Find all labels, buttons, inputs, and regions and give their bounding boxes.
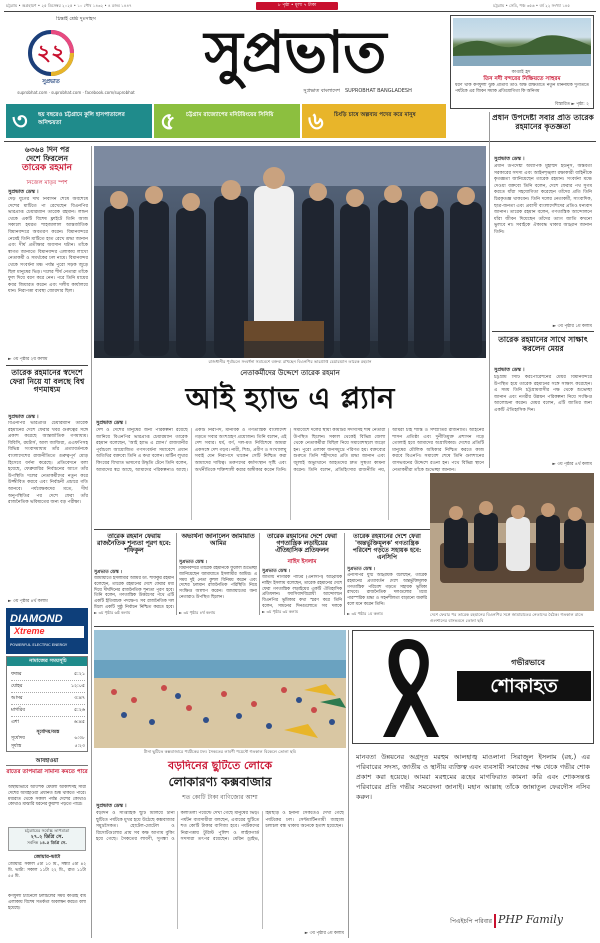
left-story-title-2: তারেক রহমান (21, 163, 73, 174)
lead-photo (94, 146, 486, 358)
teaser-2[interactable] (154, 104, 300, 138)
right-story-byline: সুপ্রভাত ডেস্ক । (494, 156, 525, 162)
beach-headline-1[interactable]: বড়দিনের ছুটিতে লোকে (167, 760, 273, 772)
web-links[interactable]: suprobhat.com · suprobhat.com · facebook.com/suprobhat (17, 90, 135, 95)
anniversary-block (6, 16, 146, 98)
condolence-text: মানবতা উন্নয়নের অগ্রদূত মরহুম আলহাজ্ব মাওলানা সিরাজুল ইসলাম (রহ.) এর পরিবারের সদস্য, জাতীয় ও স্থানীয় ব্যক্তিত্ব এবং ব্যবসায়ী সমাজের পক্ষ থেকে গভীর শোক প্রকাশ করা হয়েছে। আমরা মরহুমের রূহের মাগফিরাত কামনা করি এবং শোকসন্তপ্ত পরিবারের প্রতি গভীর সমবেদনা জানাই। মহান আল্লাহ তাঁকে জান্নাতুল ফেরদৌস নসিব করুন। (356, 753, 590, 801)
mid-story-4-title: তারেক রহমানের দেশে ফেরা 'অন্তর্ভুক্তিমূলক' গণতান্ত্রিক পরিবেশ গড়তে সহায়ক হবে: এনসিপি (352, 533, 422, 561)
issue-number: চট্টগ্রাম • সেমি, পঞ্চ ৩৫৬ • বর্ষ ২২ সংখ্যা ১৪৫ (493, 3, 570, 8)
mid-story-3-title: তারেক রহমানের দেশে ফেরা গণতান্ত্রিক লড়াইয়ের ঐতিহাসিক প্রতিফলন (267, 533, 337, 555)
prayer-row: আসর ৩:৪৭ (11, 693, 85, 705)
prayer-row: মাগরিব ৫:২৬ (11, 705, 85, 717)
prayer-title: নামাজের সময়সূচি (7, 657, 88, 666)
right-story2-more[interactable]: ► ৩য় পৃষ্ঠার ৪র্থ কলাম (552, 462, 592, 467)
beach-sub: শত কোটি টাকা বাণিজ্যের আশা (182, 794, 258, 800)
left-story-text: দেড় যুগের দীর্ঘ নির্বাসন শেষে অবশেষে দেশের মাটিতে পা রেখেছেন বিএনপির ভারপ্রাপ্ত চেয়ারম্যান তারেক রহমান। লন্ডন থেকে একটি বিশেষ ফ্লাইটে তিনি আজ সকালে হযরত শাহজালাল আন্তর্জাতিক বিমানবন্দরে অবতরণ করেন। বিমানবন্দরে নেমেই তিনি মাটিতে হাত রেখে শ্রদ্ধা জানান এবং দীর্ঘ প্রতীক্ষার অবসান ঘটান। তাঁকে স্বাগত জানাতে বিমানবন্দর এলাকায় লাখো নেতাকর্মী ও সমর্থকের ঢল নামে। বিমানবন্দর থেকে সংবর্ধনা মঞ্চ পর্যন্ত পুরো সড়ক জুড়ে ছিল মানুষের ভিড়। দলের শীর্ষ নেতারা তাঁকে ফুল দিয়ে বরণ করে নেন। পরে তিনি মায়ের কবর জিয়ারত করেন এবং দলীয় কার্যালয়ে যান। নিরাপত্তা ব্যবস্থা জোরদার ছিল। (8, 197, 88, 295)
left-story2-text: বিএনপির ভারপ্রাপ্ত চেয়ারম্যান তারেক রহমানের দেশে ফেরার খবর গুরুত্বের সঙ্গে প্রকাশ করেছে আন্তর্জাতিক গণমাধ্যম। বিবিসি, রয়টার্স, আল জাজিরা, এএফপিসহ বিভিন্ন সংবাদমাধ্যম তাঁর প্রত্যাবর্তনকে বাংলাদেশের রাজনীতিতে গুরুত্বপূর্ণ মোড় হিসেবে বর্ণনা করেছে। প্রতিবেদনে বলা হয়েছে, ফেব্রুয়ারির নির্বাচনের আগে তাঁর উপস্থিতি দলের নেতাকর্মীদের নতুন করে উজ্জীবিত করবে এবং নির্বাচনী প্রচারে গতি আনবে। পর্যবেক্ষকদের মতে, দীর্ঘ অনুপস্থিতির পর দেশে ফেরা তাঁর রাজনৈতিক ভবিষ্যতের জন্য বড় পরীক্ষা। (8, 421, 88, 506)
weather-title: আবহাওয়া (6, 758, 88, 766)
left-story2-title[interactable]: তারেক রহমানের স্বদেশে ফেরা নিয়ে যা বলছে বিশ্ব গণমাধ্যম (9, 369, 85, 395)
prayer-row: যোহর ১২:০৫ (11, 681, 85, 693)
sun-row: সূর্যোদয় ৬:৩৮ (11, 736, 85, 741)
diamond-ad[interactable] (6, 608, 88, 654)
teaser-strip (6, 104, 446, 138)
mid-story-2[interactable] (179, 533, 257, 615)
tide-title: জোয়ার-ভাটা (33, 854, 61, 860)
mid-story-3-byline: সুপ্রভাত ডেস্ক । (262, 569, 291, 574)
mid-story-2-more[interactable]: ► ৩য় পৃষ্ঠার ৪র্থ কলাম (179, 610, 216, 615)
teaser-3-page: ৬ (308, 107, 324, 135)
mid-story-4[interactable] (347, 533, 427, 615)
right-story-title[interactable]: প্রধান উপদেষ্টা সবার প্রতি তারেক রহমানের কৃতজ্ঞতা (492, 114, 594, 131)
mid-story-2-title: অভ্যর্থনা জানালেন জামায়াত আমির (181, 533, 255, 548)
teaser-1-page: ৩ (12, 107, 28, 135)
sign-left: পিএইচপি পরিবার (450, 918, 492, 925)
teaser-1[interactable] (6, 104, 152, 138)
left-story2-byline: সুপ্রভাত ডেস্ক । (8, 414, 39, 420)
condolence-sign (352, 910, 594, 932)
sign-right: PHP Family (498, 913, 564, 926)
mid-story-4-byline: সুপ্রভাত ডেস্ক । (347, 567, 376, 572)
ear-title: তিন নদী বন্দরের নিষ্ক্রিয়তে সাহুরম (483, 76, 561, 82)
prayer-box (6, 656, 88, 752)
left-story-byline: সুপ্রভাত ডেস্ক । (8, 189, 39, 195)
left-story-more[interactable]: ► ৩য় পৃষ্ঠার ২য় কলাম (8, 357, 48, 362)
tide-text: জোয়ার: সকাল ৫টা ১০ মি., সন্ধ্যা ৫টা ৪২ মি. ভাটা: সকাল ১১টা ২২ মি., রাত ১১টা ৫৫ মি. (8, 862, 86, 879)
beach-more[interactable]: ► ৩য় পৃষ্ঠার ৫ম কলাম (304, 931, 344, 936)
meeting-photo (430, 473, 594, 611)
meeting-photo-caption: দেশে ফেরার পর তারেক রহমানের বিএনপির সঙ্গে জামায়াতের নেতাদের বৈঠক। গতকাল রাতে গুলশানের বাসভবনে তোলা ছবি (430, 612, 584, 623)
teaser-3[interactable] (302, 104, 446, 138)
black-ribbon-icon (373, 635, 443, 741)
lead-headline[interactable]: আই হ্যাভ এ প্ল্যান (185, 381, 395, 415)
prayer-row: ফজর ৫:২১ (11, 669, 85, 681)
teaser-2-page: ৫ (160, 107, 176, 135)
anniversary-label: সুপ্রভাত (42, 79, 60, 85)
beach-photo-caption: টানা ছুটিতে কক্সবাজারে পর্যটকের ঢল। সৈকতের লাবণী পয়েন্টে গতকাল বিকেলে তোলা ছবি (143, 749, 297, 754)
ear-text: ধরণ থাক কর্ণফুলী ঝুঁক প্রতিবি তাও অক্ষ রক্ষিতীতে নতুন মাননীয়ক দুর্গতিতে পর্যটকে এর জিবন সমাক প্রতিযোগিতা কি অনিগম (455, 83, 589, 94)
left-story2-more[interactable]: ► ৩য় পৃষ্ঠার ৪র্থ কলাম (8, 599, 48, 604)
anniversary-logo (26, 28, 76, 78)
mid-story-3[interactable] (262, 533, 342, 615)
issue-date: চট্টগ্রাম • অগ্রহায়ণ • ২৫ ডিসেম্বর ২০২৫ • ১০ পৌষ ১৪৩২ • ৪ রজব ১৪৪৭ (6, 3, 132, 8)
condolence-title-small: গভীরভাবে (511, 658, 545, 667)
mid-story-1[interactable] (94, 533, 174, 615)
left-story-kicker: ৬৩৬৪ দিন পর (24, 146, 70, 154)
right-story-more[interactable]: ► ৩য় পৃষ্ঠার ১ম কলাম (552, 324, 592, 329)
ear-more-link[interactable]: বিস্তারিত ► পৃষ্ঠা: ২ (554, 102, 589, 107)
prayer-table (11, 669, 85, 727)
anniversary-number: ২২ (36, 40, 66, 66)
mid-story-4-more[interactable]: ► ৩য় পৃষ্ঠার ১ম কলাম (347, 611, 383, 615)
diamond-sub: Xtreme (10, 626, 84, 638)
right-story2-text: চট্টগ্রাম সিটি করপোরেশনের মেয়র বিমানবন্দরে উপস্থিত হয়ে তারেক রহমানের সঙ্গে সাক্ষাৎ করেছেন। এ সময় তিনি চট্টগ্রামবাসীর পক্ষ থেকে শুভেচ্ছা জানান এবং নগরীর উন্নয়ন পরিকল্পনা নিয়ে সংক্ষিপ্ত আলোচনা করেন। মেয়র বলেন, এটি জাতির জন্য একটি ঐতিহাসিক দিন। (494, 375, 592, 413)
diamond-brand: DIAMOND (10, 613, 63, 625)
mid-story-3-person: নাহিদ ইসলাম (287, 559, 317, 565)
beach-headline-2[interactable]: লোকারণ্য কক্সবাজার (168, 775, 272, 789)
lead-byline: সুপ্রভাত ডেস্ক । (96, 420, 127, 426)
weather-box (6, 758, 88, 938)
title-sub-bn: সুপ্রভাত বাংলাদেশ (303, 88, 340, 94)
mid-story-2-text: বিমানবন্দরে তারেক রহমানকে ফুলেল শুভেচ্ছা জানিয়েছেন জামায়াতে ইসলামীর আমির। এ সময় দুই নেতা কুশল বিনিময় করেন এবং দেশের চলমান রাজনৈতিক পরিস্থিতি নিয়ে সংক্ষিপ্ত আলাপ করেন। জামায়াতের অন্য নেতারাও উপস্থিত ছিলেন। (179, 566, 257, 600)
weather-head: রাতের তাপমাত্রা সামান্য কমতে পারে (6, 769, 88, 775)
mid-story-2-byline: সুপ্রভাত ডেস্ক । (179, 560, 208, 565)
newspaper-title: সুপ্রভাত (204, 18, 386, 86)
mid-story-1-more[interactable]: ► ৩য় পৃষ্ঠার ৬ষ্ঠ কলাম (94, 610, 131, 615)
lead-text: দেশ ও দেশের মানুষের জন্য পরিকল্পনা রয়েছে জানিয়ে বিএনপির ভারপ্রাপ্ত চেয়ারম্যান তারেক রহমান বলেছেন, 'আই হ্যাভ এ প্ল্যান।' রাজধানীর পূর্বাচলে আয়োজিত গণসংবর্ধনা সমাবেশে প্রধান অতিথির বক্তব্যে তিনি এ কথা বলেন। মার্টিন লুথার কিংয়ের বিখ্যাত ভাষণের উদ্ধৃতি টেনে তিনি বলেন, আমাদের স্বপ্ন আছে, আমাদের পরিকল্পনাও আছে। একটি নিরাপদ, মানবিক ও গণতান্ত্রিক বাংলাদেশ গড়তে সবার অংশগ্রহণ প্রয়োজন। তিনি বলেন, এই দেশ সবার। ধর্ম, বর্ণ, দল-মত নির্বিশেষে আমরা একসঙ্গে দেশ গড়ব। নারী, শিশু, প্রবীণ ও সংখ্যালঘু সবাই যেন নিরাপদে থাকেন সেটি নিশ্চিত করা আমাদের দায়িত্ব। তরুণদের কর্মসংস্থান সৃষ্টি এবং অর্থনীতিকে শক্তিশালী করার অঙ্গীকার করেন তিনি। সমাবেশে দলের স্থায়ী কমিটির সদস্যসহ শীর্ষ নেতারা উপস্থিত ছিলেন। সকাল থেকেই বিভিন্ন জেলা থেকে নেতাকর্মীরা মিছিল নিয়ে সমাবেশস্থলে জড়ো হন। পুরো এলাকা জনসমুদ্রে পরিণত হয়। বক্তব্যের শুরুতে তিনি শহীদদের প্রতি শ্রদ্ধা জানান এবং জুলাই অভ্যুত্থানে আহতদের দ্রুত সুস্থতা কামনা করেন। তিনি বলেন, প্রতিহিংসার রাজনীতি নয়, আমরা চাই শান্তি ও সম্প্রীতির রাজনীতি। আইনের শাসন প্রতিষ্ঠা এবং দুর্নীতিমুক্ত প্রশাসন গড়ে তোলাই হবে আমাদের অগ্রাধিকার। দেশের প্রতিটি মানুষের মৌলিক অধিকার নিশ্চিত করতে কাজ করবে বিএনপি। সমাবেশ শেষে তিনি গুলশানের বাসভবনের উদ্দেশে রওনা হন। পথে বিভিন্ন স্থানে নেতাকর্মীরা তাঁকে শুভেচ্ছা জানান। (96, 428, 484, 473)
right-story2-byline: সুপ্রভাত ডেস্ক । (494, 367, 525, 373)
condolence-title-big: শোকাহত (457, 671, 591, 701)
sun-title: সূর্যোদয়/অস্ত (36, 730, 60, 735)
right-story2-title[interactable]: তারেক রহমানের সাথে সাক্ষাৎ করলেন মেয়র (498, 336, 588, 353)
teaser-3-text: চিংড়ি চাষে অল্পব্যয় পদের করে মানুষ (334, 112, 416, 118)
ear-kicker: কাপ্তাই হ্রদ (511, 70, 531, 75)
left-story-title-1: দেশে ফিরলেন (26, 153, 68, 163)
teaser-1-text: ছয় বছরেও চট্টগ্রামে কুলি হাসপাতালের অনিশ্চয়তা (38, 112, 125, 126)
mid-story-1-title: তারেক রহমান ফেরায় রাজনৈতিক শূন্যতা পূরণ হবে: শফিকুল (97, 533, 171, 555)
kaptai-lake-photo (453, 18, 591, 66)
mid-story-1-text: জামায়াতে ইসলামীর আমির ডা. শফিকুর রহমান বলেছেন, তারেক রহমানের দেশে ফেরার মধ্য দিয়ে দীর্ঘদিনের রাজনৈতিক শূন্যতা পূরণ হবে। তিনি বলেন, গণতান্ত্রিক উত্তরণের পথে এটি একটি ইতিবাচক পদক্ষেপ। সব রাজনৈতিক দল মিলে একটি সুষ্ঠু নির্বাচন নিশ্চিত করতে হবে। (94, 576, 174, 610)
weather-text: অস্থায়ীভাবে আংশিক মেঘলা আকাশসহ সারা দেশের আবহাওয়া প্রধানত শুষ্ক থাকতে পারে। মধ্যরাত থেকে সকাল পর্যন্ত দেশের কোথাও কোথাও মাঝারি ধরনের কুয়াশা পড়তে পারে। (8, 785, 86, 808)
beach-photo (94, 630, 346, 748)
beach-text: বড়দিন ও সাপ্তাহিক ছুটি মিলিয়ে টানা ছুটিতে পর্যটকে মুখর হয়ে উঠেছে কক্সবাজার সমুদ্রসৈকত। হোটেল-মোটেল ও রিসোর্টগুলোর প্রায় সব কক্ষ আগাম বুকিং হয়ে গেছে। সৈকতের লাবণী, সুগন্ধা ও কলাতলী পয়েন্টে দেখা গেছে মানুষের ভিড়। পর্যটন ব্যবসায়ীরা বলছেন, এবারের ছুটিতে শত কোটি টাকার বাণিজ্য হবে। পর্যটকদের নিরাপত্তায় টুরিস্ট পুলিশ ও লাইফগার্ড সদস্যরা তৎপর রয়েছেন। মেরিন ড্রাইভ, হিমছড়ি ও ইনানী সৈকতেও দেখা গেছে পর্যটকের ঢল। সেন্টমার্টিনগামী জাহাজ চলাচল বন্ধ থাকায় অনেকে হতাশ হয়েছেন। (96, 811, 344, 843)
temp-box: চট্টগ্রামের সর্বোচ্চ তাপমাত্রা ২৭.২ ডিগ্রি সে. সর্বনিম্ন ১৪.৫ ডিগ্রি সে. (8, 827, 86, 851)
right-story-text: প্রধান উপদেষ্টা অধ্যাপক মুহাম্মদ ইউনূস, অন্তর্বর্তী সরকারের সদস্য এবং আইনশৃঙ্খলা রক্ষাকারী বাহিনীকে কৃতজ্ঞতা জানিয়েছেন তারেক রহমান। সংবর্ধনা মঞ্চে দেওয়া বক্তব্যে তিনি বলেন, দেশে ফেরার পথ সুগম করতে যাঁরা সহযোগিতা করেছেন তাঁদের প্রতি তিনি চিরকৃতজ্ঞ থাকবেন। তিনি দলের নেতাকর্মী, সাংবাদিক, ছাত্র-জনতা এবং প্রবাসী বাংলাদেশিদের প্রতিও ধন্যবাদ জানান। তারেক রহমান বলেন, গণতান্ত্রিক আন্দোলনে যাঁরা জীবন দিয়েছেন তাঁদের ত্যাগ জাতি কখনো ভুলবে না। সবাইকে ঐক্যবদ্ধ থাকার আহ্বান জানান তিনি। (494, 164, 592, 235)
title-sub-en: SUPROBHAT BANGLADESH (345, 88, 412, 94)
left-story-sub: নিজেল মাতৃর স্পর্শ (26, 180, 68, 186)
sun-table (11, 735, 85, 752)
lead-photo-caption: রাজধানীর পূর্বাচলে সংবর্ধনা সমাবেশে বক্তব্য রাখছেন বিএনপির ভারপ্রাপ্ত চেয়ারম্যান তারেক রহমান (208, 359, 372, 364)
sun-row: সূর্যাস্ত ৫:২৩ (11, 744, 85, 749)
left-story-head[interactable] (6, 146, 88, 180)
prayer-row: এশা ৬:৪৫ (11, 720, 85, 725)
mid-story-3-more[interactable]: ► ৩য় পৃষ্ঠার ৩য় কলাম (262, 609, 298, 614)
lead-kicker: নেতাকর্মীদের উদ্দেশে তারেক রহমান (240, 369, 340, 377)
mid-story-4-text: এনসিপির যুগ্ম আহ্বায়ক বলেছেন, তারেক রহমানের প্রত্যাবর্তন দেশে অন্তর্ভুক্তিমূলক গণতান্ত্রিক পরিবেশ গড়তে সহায়ক ভূমিকা রাখবে। রাজনৈতিক দলগুলোর মধ্যে পারস্পরিক শ্রদ্ধা ও সহনশীলতা বাড়ানো জরুরি বলে মনে করেন তিনি। (347, 573, 427, 607)
condolence-ad[interactable] (352, 630, 594, 744)
tagline: চিন্তাই শ্রেষ্ঠ দুঃসাহস (56, 16, 96, 22)
ear-box[interactable] (450, 15, 594, 109)
teaser-2-text: চট্টগ্রাম রাজ্যোপের মনিটরিংয়ের সিনিয়ি (186, 112, 274, 118)
mid-story-3-text: জাতীয় নাগরিক পার্টির (এনসিপি) আহ্বায়ক নাহিদ ইসলাম বলেছেন, তারেক রহমানের দেশে ফেরা গণতান্ত্রিক লড়াইয়ের একটি ঐতিহাসিক প্রতিফলন। ফ্যাসিবাদবিরোধী আন্দোলনে বিএনপির ভূমিকার কথা স্মরণ করে তিনি বলেন, সামনের দিনগুলোতে সব দলকে (262, 575, 342, 609)
price-badge: ৮ পৃষ্ঠা • মূল্য ৭ টাকা (256, 2, 338, 10)
weather-extra: কর্ণফুলী চ্যানেলে চলাচলের সময় কাপ্তাই বাঁধ এলাকায় বিশেষ সতর্কতা অবলম্বন করতে বলা হয়েছে। (8, 894, 86, 911)
diamond-tag: POWERFUL ELECTRIC ENERGY (10, 642, 68, 647)
mid-story-1-byline: সুপ্রভাত ডেস্ক । (94, 570, 123, 575)
beach-byline: সুপ্রভাত ডেস্ক । (96, 803, 127, 809)
